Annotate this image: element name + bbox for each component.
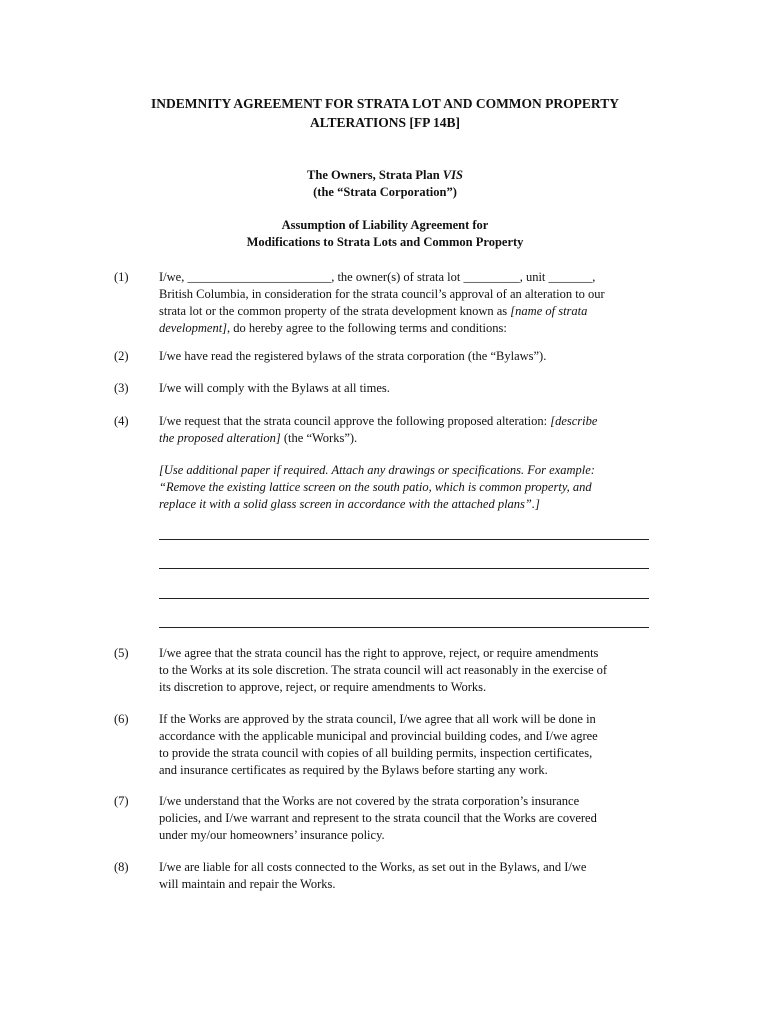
clause-text: I/we request that the strata council approve the following proposed alteration: [describe the proposed alteration] (the “Works”).	[159, 414, 598, 445]
clause-number: (6)	[114, 712, 129, 726]
clause-text: I/we have read the registered bylaws of the strata corporation (the “Bylaws”).	[159, 349, 547, 363]
clause-text: I/we are liable for all costs connected to the Works, as set out in the Bylaws, and I/we will maintain and repair the Works.	[159, 860, 587, 891]
works-description-line-1[interactable]	[159, 539, 649, 540]
clause-number: (1)	[114, 270, 129, 284]
owners-line-1: The Owners, Strata Plan VIS	[307, 168, 463, 182]
document-title	[100, 94, 670, 132]
works-description-line-3[interactable]	[159, 598, 649, 599]
clause-text: I/we, _______________________, the owner(s) of strata lot _________, unit _______, British Columbia, in consideration for the strata council’s approval of an alteration to our strata lot or the common property of the strata development known as [name of strata development], do hereby agree to the following terms and conditions:	[159, 270, 605, 335]
heading-line-2: Modifications to Strata Lots and Common Property	[246, 235, 524, 249]
clause-number: (7)	[114, 794, 129, 808]
clause-number: (4)	[114, 414, 129, 428]
title-line-2: ALTERATIONS [FP 14B]	[309, 115, 461, 130]
heading-line-1: Assumption of Liability Agreement for	[281, 218, 489, 232]
clause-number: (8)	[114, 860, 129, 874]
clause-text: I/we agree that the strata council has the right to approve, reject, or require amendments to the Works at its sole discretion. The strata council will act reasonably in the exercise of its discretion to approve, reject, or require amendments to Works.	[159, 646, 608, 694]
clause-text: I/we understand that the Works are not covered by the strata corporation’s insurance policies, and I/we warrant and represent to the strata council that the Works are covered under my/our homeowners’ insurance policy.	[159, 794, 597, 842]
clause-number: (2)	[114, 349, 129, 363]
works-description-line-4[interactable]	[159, 627, 649, 628]
owners-line-2: (the “Strata Corporation”)	[313, 185, 457, 199]
clause-number: (5)	[114, 646, 129, 660]
title-line-1: INDEMNITY AGREEMENT FOR STRATA LOT AND COMMON PROPERTY	[151, 96, 619, 111]
clause-text: I/we will comply with the Bylaws at all times.	[159, 381, 390, 395]
owners-block	[100, 167, 670, 201]
clause-text: If the Works are approved by the strata council, I/we agree that all work will be done in accordance with the applicable municipal and provincial building codes, and I/we agree to provide the strata council with copies of all building permits, inspection certificates, and insurance certificates as required by the Bylaws before starting any work.	[159, 712, 598, 777]
works-description-line-2[interactable]	[159, 568, 649, 569]
clause-number: (3)	[114, 381, 129, 395]
agreement-heading	[100, 217, 670, 251]
works-example-note: [Use additional paper if required. Attach any drawings or specifications. For example: “Remove the existing lattice screen on the south patio, which is common property, and replace it with a solid glass screen in accordance with the attached plans”.]	[159, 463, 595, 511]
